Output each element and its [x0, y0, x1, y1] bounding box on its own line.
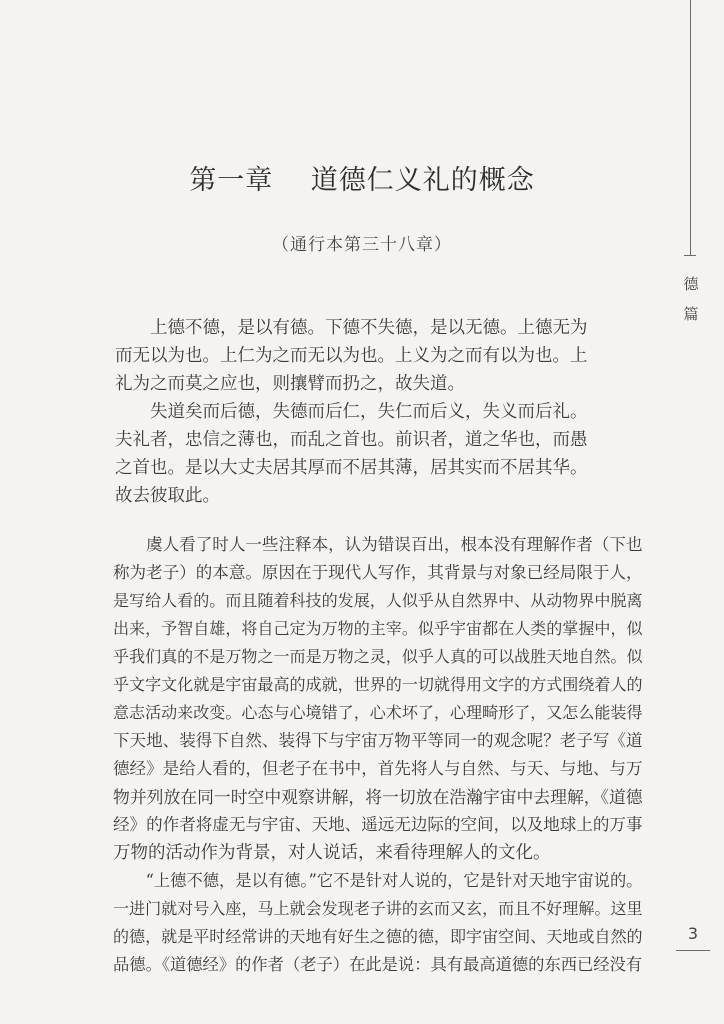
page-number-rule — [676, 950, 710, 951]
section-label-de: 德 — [683, 275, 699, 293]
commentary-line: 德经》是给人看的，但老子在书中，首先将人与自然、与天、与地、与万 — [113, 759, 643, 778]
page-number: 3 — [687, 924, 699, 943]
classic-line: 故去彼取此。 — [115, 486, 220, 506]
classic-line: 失道矣而后德，失德而后仁，失仁而后义，失义而后礼。 — [115, 402, 588, 422]
commentary-line: 下天地、装得下自然、装得下与宇宙万物平等同一的观念呢？老子写《道 — [113, 731, 643, 750]
commentary-line: 意志活动来改变。心态与心境错了，心术坏了，心理畸形了，又怎么能装得 — [113, 703, 643, 722]
commentary-line: 出来，予智自雄，将自己定为万物的主宰。似乎宇宙都在人类的掌握中，似 — [113, 619, 643, 638]
commentary-line: 乎文字文化就是宇宙最高的成就，世界的一切就得用文字的方式围绕着人的 — [113, 675, 643, 694]
commentary-line: 品德。《道德经》的作者（老子）在此是说：具有最高道德的东西已经没有 — [113, 955, 643, 974]
margin-vertical-rule — [690, 0, 691, 255]
commentary-line: 乎我们真的不是万物之一而是万物之灵，似乎人真的可以战胜天地自然。似 — [113, 647, 643, 666]
commentary-line: 虞人看了时人一些注释本，认为错误百出，根本没有理解作者（下也 — [113, 535, 643, 554]
margin-rule-tick — [684, 255, 696, 256]
chapter-subtitle: （通行本第三十八章） — [272, 235, 452, 255]
commentary-line: 一进门就对号入座，马上就会发现老子讲的玄而又玄，而且不好理解。这里 — [113, 899, 643, 918]
classic-line: 而无以为也。上仁为之而无以为也。上义为之而有以为也。上 — [115, 346, 588, 366]
classic-line: 夫礼者，忠信之薄也，而乱之首也。前识者，道之华也，而愚 — [115, 430, 588, 450]
commentary-line: 经》的作者将虚无与宇宙、天地、遥远无边际的空间，以及地球上的万事 — [113, 815, 643, 834]
classic-line: 礼为之而莫之应也，则攘臂而扔之，故失道。 — [115, 374, 465, 394]
commentary-line: “上德不德，是以有德。”它不是针对人说的，它是针对天地宇宙说的。 — [113, 871, 643, 890]
commentary-line: 万物的活动作为背景，对人说话，来看待理解人的文化。 — [113, 843, 551, 863]
commentary-line: 是写给人看的。而且随着科技的发展，人似乎从自然界中、从动物界中脱离 — [113, 591, 643, 610]
classic-line: 上德不德，是以有德。下德不失德，是以无德。上德无为 — [115, 318, 588, 338]
chapter-title: 第一章 道德仁义礼的概念 — [189, 165, 535, 196]
classic-line: 之首也。是以大丈夫居其厚而不居其薄，居其实而不居其华。 — [115, 458, 588, 478]
commentary-line: 的德，就是平时经常讲的天地有好生之德的德，即宇宙空间、天地或自然的 — [113, 927, 643, 946]
section-label-pian: 篇 — [683, 305, 699, 323]
commentary-line: 物并列放在同一时空中观察讲解，将一切放在浩瀚宇宙中去理解，《道德 — [113, 787, 643, 807]
commentary-line: 称为老子）的本意。原因在于现代人写作，其背景与对象已经局限于人， — [113, 563, 643, 582]
